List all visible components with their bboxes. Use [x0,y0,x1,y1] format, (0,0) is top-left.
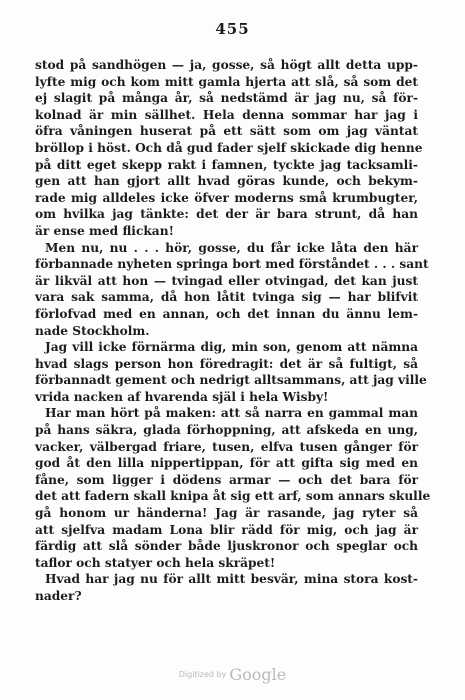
text-line: på ditt eget skepp rakt i famnen, tyckte jag tacksamli- [35,157,418,172]
text-line: det att fadern skall knipa åt sig ett arf, som annars skulle [35,489,431,504]
text-line: ej slagit på många år, så nedstämd är jag nu, så för- [35,91,418,106]
text-line: lyfte mig och kom mitt gamla hjerta att slå, så som det [35,74,418,89]
text-line: rade mig alldeles icke öfver moderns små krumbugter, [35,190,418,205]
text-line: om hvilka jag tänkte: det der är bara strunt, då han [35,207,418,222]
text-line: vacker, välbergad friare, tusen, elfva tusen gånger för [35,439,418,454]
text-line: gå honom ur händerna! Jag är rasande, jag ryter så [35,506,418,521]
text-line: på hans säkra, glada förhoppning, att afskeda en ung, [35,423,418,438]
text-line: öfra våningen huserat på ett sätt som om jag väntat [35,124,418,139]
text-line: färdig att slå sönder både ljuskronor och speglar och [35,539,418,554]
text-line: Har man hört på maken: att så narra en gammal man [45,406,418,421]
text-line: bröllop i höst. Och då gud fader sjelf skickade dig henne [35,140,423,155]
text-line: stod på sandhögen — ja, gosse, så högt allt detta upp- [35,58,418,72]
text-line: att sjelfva madam Lona blir rädd för mig, och jag är [35,522,418,537]
text-line: nader? [35,589,82,603]
text-line: hvad slags person hon föredragit: det är så fultigt, så [35,356,418,371]
google-logo: Google [229,665,287,684]
digitized-watermark [0,664,465,684]
text-line: gen att han gjort allt hvad göras kunde, och bekym- [35,174,418,189]
text-line: kolnad är min sällhet. Hela denna sommar har jag i [35,107,418,122]
text-line: förlofvad med en annan, och det innan du ännu lem- [35,306,418,321]
text-line: är ense med flickan! [35,223,174,238]
digitized-label: Digitized by [178,670,227,679]
text-line: vara sak samma, då hon låtit tvinga sig — har blifvit [35,290,418,305]
text-line: god åt den lilla nippertippan, för att gifta sig med en [35,456,418,471]
text-line: fåne, som ligger i dödens armar — och det bara för [35,472,418,487]
text-line: är likväl att hon — tvingad eller otvingad, det kan just [35,273,418,288]
body-text [35,57,431,605]
page-number: 455 [215,20,250,38]
text-line: Hvad har jag nu för allt mitt besvär, mina stora kost- [45,572,418,587]
text-line: Jag vill icke förnärma dig, min son, genom att nämna [45,340,418,355]
text-line: nade Stockholm. [35,323,150,338]
text-line: förbannade nyheten springa bort med förståndet . . . sant [35,257,429,272]
text-line: förbannadt gement och nedrigt alltsammans, att jag ville [35,373,427,388]
text-line: vrida nacken af hvarenda själ i hela Wisby! [35,389,329,404]
text-line: Men nu, nu . . . hör, gosse, du får icke låta den här [45,240,418,255]
text-line: taflor och statyer och hela skräpet! [35,555,276,570]
